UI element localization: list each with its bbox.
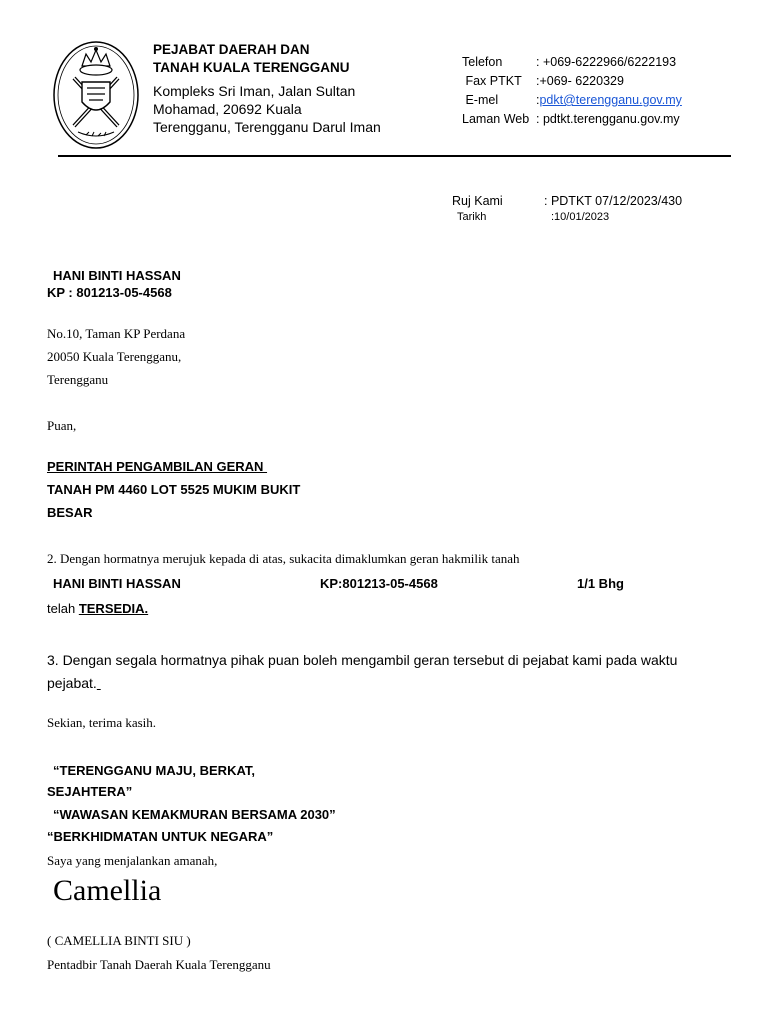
signatory-title: Pentadbir Tanah Daerah Kuala Terengganu bbox=[47, 957, 271, 972]
motto-line3: “WAWASAN KEMAKMURAN BERSAMA 2030” bbox=[53, 807, 336, 822]
ref-row-ruj bbox=[452, 193, 682, 209]
tarikh-label: Tarikh bbox=[457, 211, 487, 223]
ruj-value: : PDTKT 07/12/2023/430 bbox=[544, 194, 683, 208]
contact-row-fax bbox=[462, 72, 682, 91]
recipient-address-line2: 20050 Kuala Terengganu, bbox=[47, 349, 182, 364]
recipient-address-line3: Terengganu bbox=[47, 372, 109, 387]
contact-value: :+069- 6220329 bbox=[536, 74, 624, 88]
contact-row-telefon bbox=[462, 53, 682, 72]
ref-row-tarikh bbox=[452, 209, 682, 225]
motto-line1: “TERENGGANU MAJU, BERKAT, bbox=[53, 763, 255, 778]
recipient-kp: KP : 801213-05-4568 bbox=[47, 285, 172, 300]
status-line bbox=[47, 601, 148, 616]
closing: Sekian, terima kasih. bbox=[47, 715, 157, 730]
contact-label: Fax PTKT bbox=[462, 74, 522, 88]
paragraph-2-text: 2. Dengan hormatnya merujuk kepada di atas, sukacita dimaklumkan geran hakmilik tanah bbox=[47, 551, 520, 566]
owner-share: 1/1 Bhg bbox=[577, 576, 624, 591]
status-text: TERSEDIA. bbox=[78, 601, 149, 616]
contact-row-email bbox=[462, 91, 682, 110]
recipient-address-line1: No.10, Taman KP Perdana bbox=[47, 326, 186, 341]
contact-value: : +069-6222966/6222193 bbox=[536, 55, 677, 69]
contact-label: Telefon bbox=[462, 55, 503, 69]
email-link[interactable]: pdkt@terengganu.gov.my bbox=[539, 93, 682, 107]
status-prefix: telah bbox=[47, 601, 79, 616]
contact-row-website bbox=[462, 110, 682, 129]
subject-line2: TANAH PM 4460 LOT 5525 MUKIM BUKIT bbox=[47, 482, 301, 497]
subject-line1: PERINTAH PENGAMBILAN GERAN bbox=[47, 459, 268, 474]
contact-label: Laman Web bbox=[462, 112, 530, 126]
signatory-name: ( CAMELLIA BINTI SIU ) bbox=[47, 933, 191, 948]
paragraph-3-line1: 3. Dengan segala hormatnya pihak puan boleh mengambil geran tersebut di pejabat kami pada waktu bbox=[47, 652, 678, 668]
motto-line2: SEJAHTERA” bbox=[47, 784, 133, 799]
amanah-line: Saya yang menjalankan amanah, bbox=[47, 853, 218, 868]
tarikh-value: :10/01/2023 bbox=[551, 211, 610, 223]
contact-block bbox=[462, 53, 682, 129]
owner-kp: KP:801213-05-4568 bbox=[320, 576, 438, 591]
subject-line3: BESAR bbox=[47, 505, 93, 520]
reference-block bbox=[452, 193, 682, 225]
terengganu-crest-logo bbox=[52, 40, 140, 150]
signature: Camellia bbox=[53, 874, 162, 907]
salutation: Puan, bbox=[47, 418, 77, 433]
paragraph-3-line2 bbox=[47, 675, 101, 691]
header-divider bbox=[58, 155, 731, 157]
owner-name: HANI BINTI HASSAN bbox=[53, 576, 181, 591]
org-name-line2: TANAH KUALA TERENGGANU bbox=[153, 60, 350, 75]
organisation-name bbox=[153, 41, 350, 77]
paragraph-3-line2-text: pejabat. bbox=[47, 675, 97, 691]
ruj-label: Ruj Kami bbox=[452, 194, 503, 208]
underline-marker bbox=[97, 675, 101, 691]
contact-value-prefix: : bbox=[536, 93, 540, 107]
contact-label: E-mel bbox=[462, 93, 499, 107]
organisation-address: Kompleks Sri Iman, Jalan Sultan Mohamad, 20692 Kuala Terengganu, Terengganu Darul Iman bbox=[153, 83, 381, 135]
org-name-line1: PEJABAT DAERAH DAN bbox=[153, 42, 310, 57]
motto-line4: “BERKHIDMATAN UNTUK NEGARA” bbox=[47, 829, 274, 844]
recipient-name: HANI BINTI HASSAN bbox=[53, 268, 181, 283]
contact-value: : pdtkt.terengganu.gov.my bbox=[536, 112, 680, 126]
